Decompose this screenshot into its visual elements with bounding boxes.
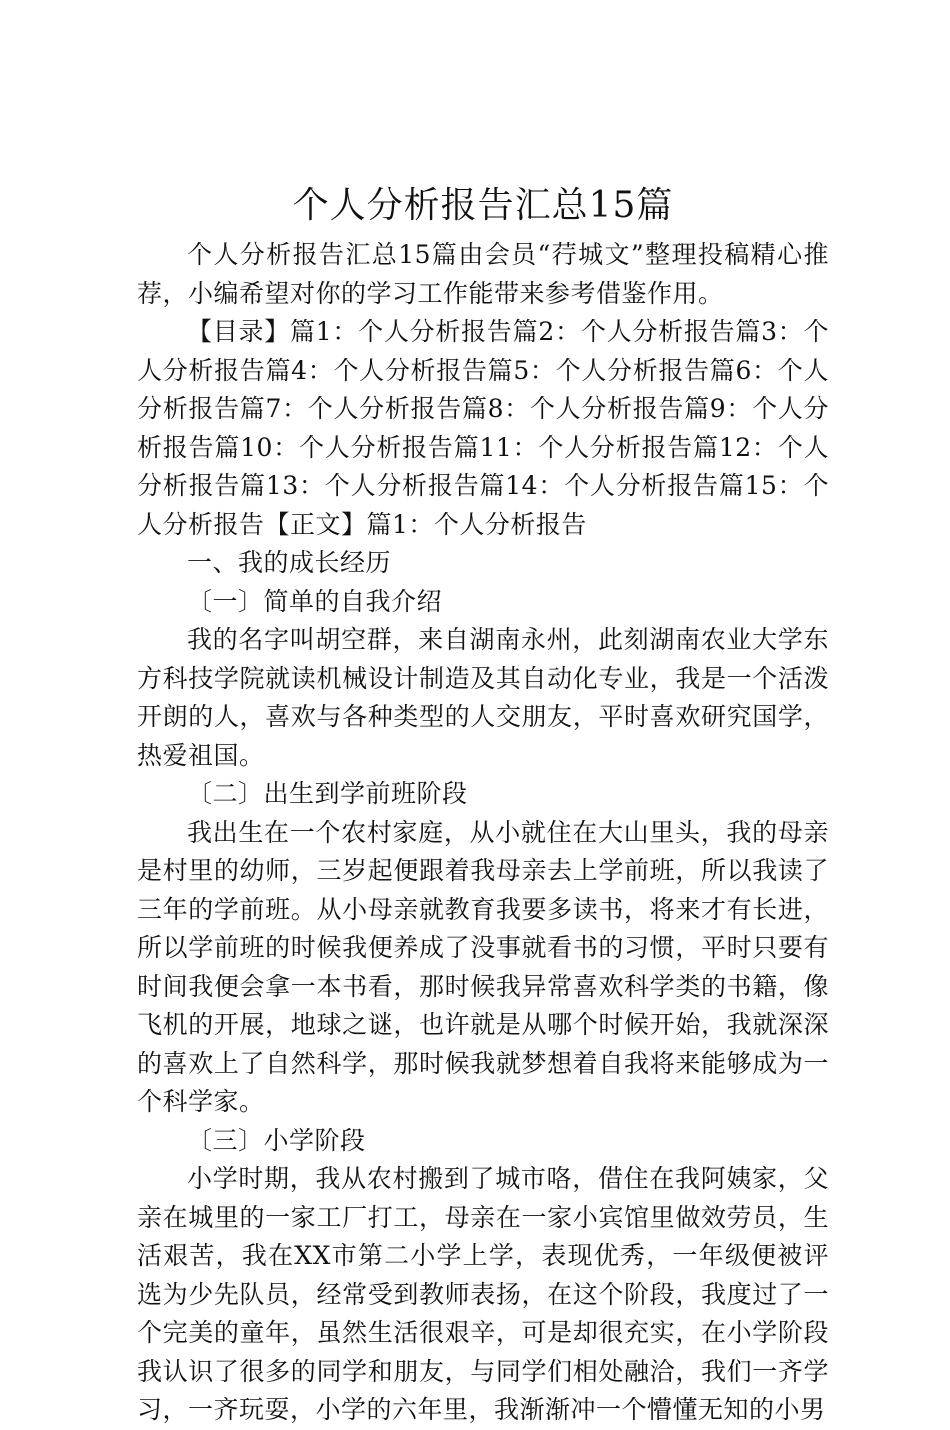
section-heading-growth: 一、我的成长经历 — [187, 548, 392, 577]
document-title: 个人分析报告汇总15篇 — [292, 185, 674, 226]
table-of-contents: 【目录】篇1：个人分析报告篇2：个人分析报告篇3：个人分析报告篇4：个人分析报告篇5：个人分析报告篇6：个人分析报告篇7：个人分析报告篇8：个人分析报告篇9：个人分析报告篇10：个人分析报告篇11：个人分析报告篇12：个人分析报告篇13：个人分析报告篇14：个人分析报告篇15：个人分析报告【正文】篇1：个人分析报告 — [137, 317, 829, 539]
subsection-heading-intro: 〔一〕简单的自我介绍 — [187, 586, 443, 616]
intro-paragraph: 个人分析报告汇总15篇由会员“荇城文”整理投稿精心推荐，小编希望对你的学习工作能带来参考借鉴作用。 — [137, 240, 829, 308]
preschool-paragraph: 我出生在一个农村家庭，从小就住在大山里头，我的母亲是村里的幼师，三岁起便跟着我母亲去上学前班，所以我读了三年的学前班。从小母亲就教育我要多读书，将来才有长进，所以学前班的时候我便养成了没事就看书的习惯，平时只要有时间我便会拿一本书看，那时候我异常喜欢科学类的书籍，像飞机的开展，地球之谜，也许就是从哪个时候开始，我就深深的喜欢上了自然科学，那时候我就梦想着自我将来能够成为一个科学家。 — [137, 817, 829, 1116]
self-intro-paragraph: 我的名字叫胡空群，来自湖南永州，此刻湖南农业大学东方科技学院就读机械设计制造及其自动化专业，我是一个活泼开朗的人，喜欢与各种类型的人交朋友，平时喜欢研究国学，热爱祖国。 — [137, 625, 829, 770]
document-page — [137, 180, 829, 1430]
subsection-heading-preschool: 〔二〕出生到学前班阶段 — [187, 779, 468, 808]
primary-school-paragraph: 小学时期，我从农村搬到了城市咯，借住在我阿姨家，父亲在城里的一家工厂打工，母亲在一家小宾馆里做效劳员，生活艰苦，我在XX市第二小学上学，表现优秀，一年级便被评选为少先队员，经常受到教师表扬，在这个阶段，我度过了一个完美的童年，虽然生活很艰辛，可是却很充实，在小学阶段我认识了很多的同学和朋友，与同学们相处融洽，我们一齐学习，一齐玩耍，小学的六年里，我渐渐冲一个懵懂无知的小男 — [137, 1164, 829, 1424]
subsection-heading-primary: 〔三〕小学阶段 — [187, 1125, 366, 1155]
